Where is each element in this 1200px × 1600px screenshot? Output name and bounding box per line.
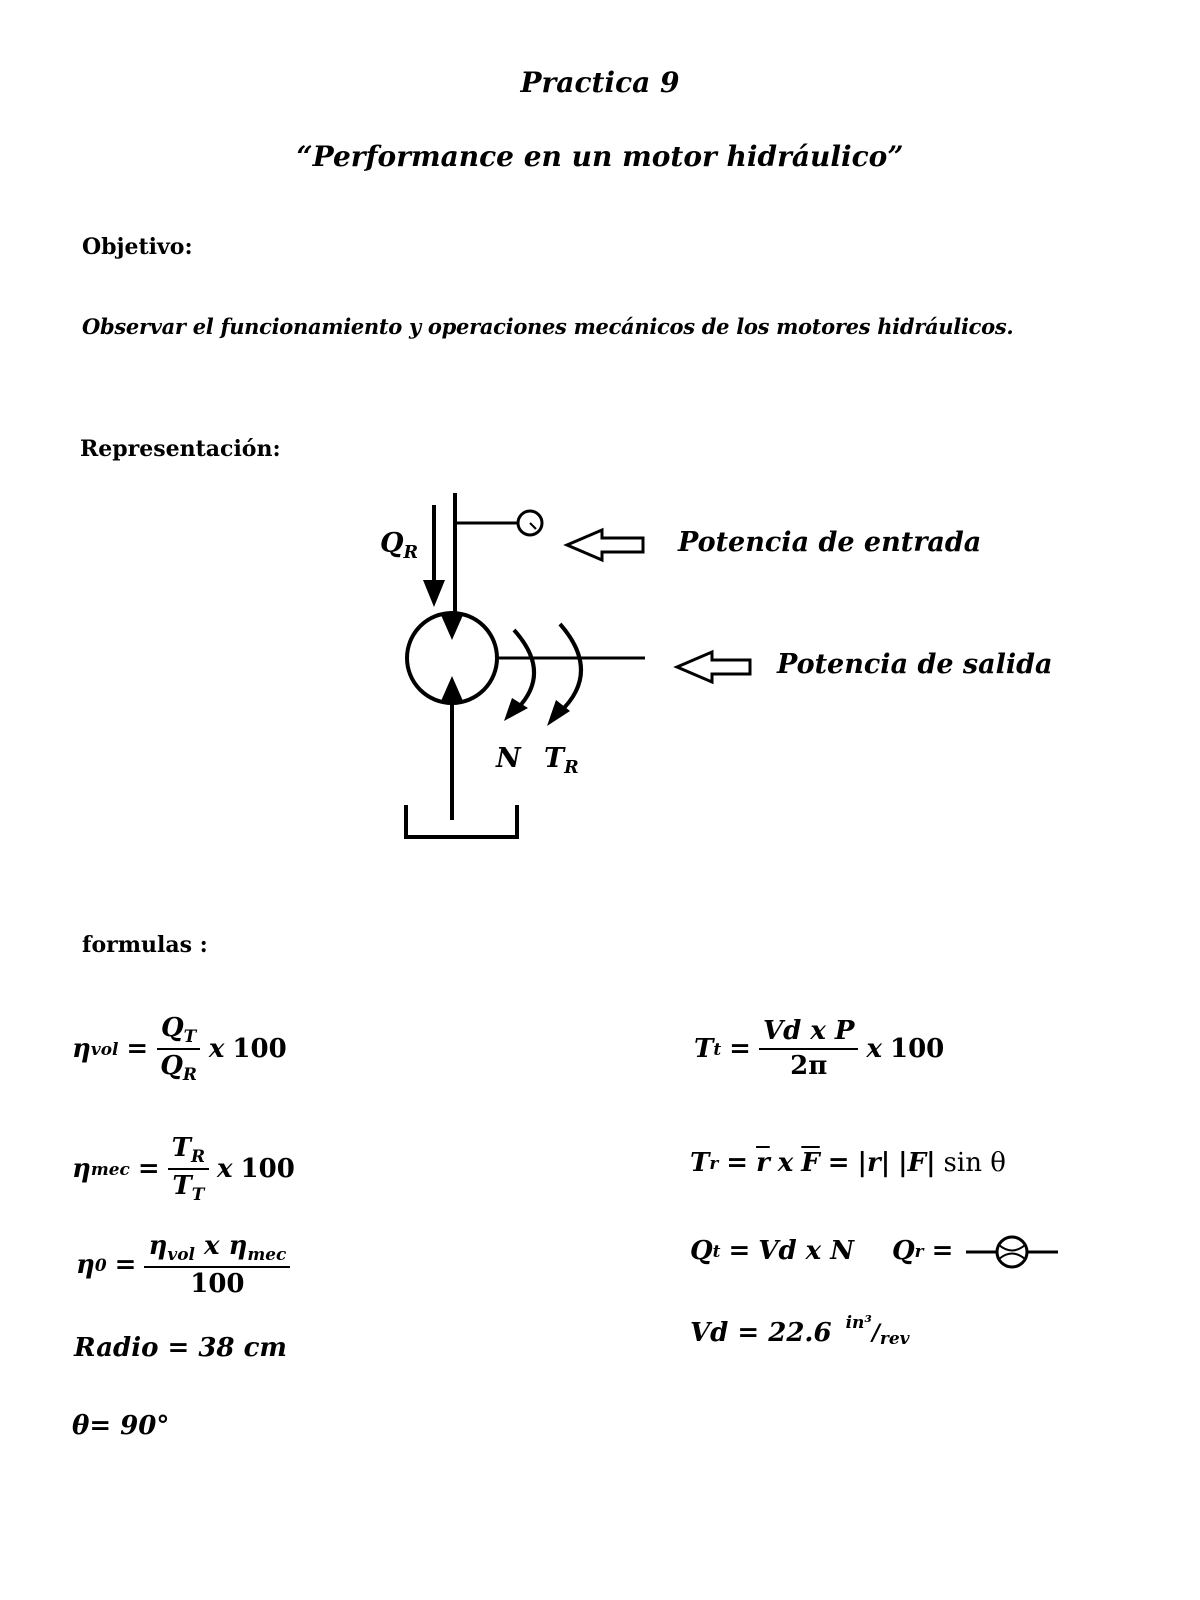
formula-eta-0: η 0 = $\frac{\eta_{vol} x \eta_{mec}}{100}$ xyxy=(76,1232,298,1298)
formula-theta: θ= 90° xyxy=(72,1411,170,1441)
flowmeter-icon xyxy=(997,1237,1027,1267)
flow-arrow-head xyxy=(423,580,445,607)
output-power-arrow-icon xyxy=(677,652,750,682)
torque-arrow-t xyxy=(560,624,581,712)
page-subtitle: “Performance en un motor hidráulico” xyxy=(296,140,904,173)
formulas-heading: formulas : xyxy=(82,932,208,958)
formula-q-t: Q t = Vd x N xyxy=(690,1236,854,1266)
fraction: $\frac{T_R}{T_T}$ xyxy=(168,1134,209,1203)
objective-text: Observar el funcionamiento y operaciones mecánicos de los motores hidráulicos. xyxy=(82,314,1014,339)
fraction: $\frac{\eta_{vol} x \eta_{mec}}{100}$ xyxy=(144,1232,290,1298)
formula-q-r: Q r = xyxy=(892,1236,954,1266)
speed-label-n: N xyxy=(496,743,521,774)
rotation-arrow-n xyxy=(514,630,534,708)
fraction: $\frac{\text{Vd x P}}{2\pi}$ xyxy=(759,1017,859,1080)
output-power-label: Potencia de salida xyxy=(777,649,1053,680)
input-power-arrow-icon xyxy=(567,530,643,560)
formula-radio: Radio = 38 cm xyxy=(74,1333,287,1363)
objective-heading: Objetivo: xyxy=(82,234,193,260)
tank-icon xyxy=(406,805,517,837)
representation-heading: Representación: xyxy=(80,436,281,462)
formula-t-r: T r = $\overline{r}$ x $\overline{F}$ = |r| |F| sin θ xyxy=(690,1148,1006,1178)
formula-eta-mec: η mec = $\frac{T_R}{T_T}$ x 100 xyxy=(72,1133,295,1204)
page-title: Practica 9 xyxy=(520,66,680,99)
input-power-label: Potencia de entrada xyxy=(678,527,982,558)
torque-label-tr: $T_R$ xyxy=(544,743,579,779)
flow-label-qr: $Q_R$ xyxy=(380,528,419,564)
formula-vd: Vd = 22.6 in³ / rev xyxy=(690,1313,910,1349)
formula-t-t: T t = $\frac{\text{Vd x P}}{2\pi}$ x 100 xyxy=(694,1016,945,1081)
fraction: $\frac{Q_T}{Q_R}$ xyxy=(156,1014,201,1083)
formula-eta-vol: η vol = $\frac{Q_T}{Q_R}$ x 100 xyxy=(72,1013,287,1084)
